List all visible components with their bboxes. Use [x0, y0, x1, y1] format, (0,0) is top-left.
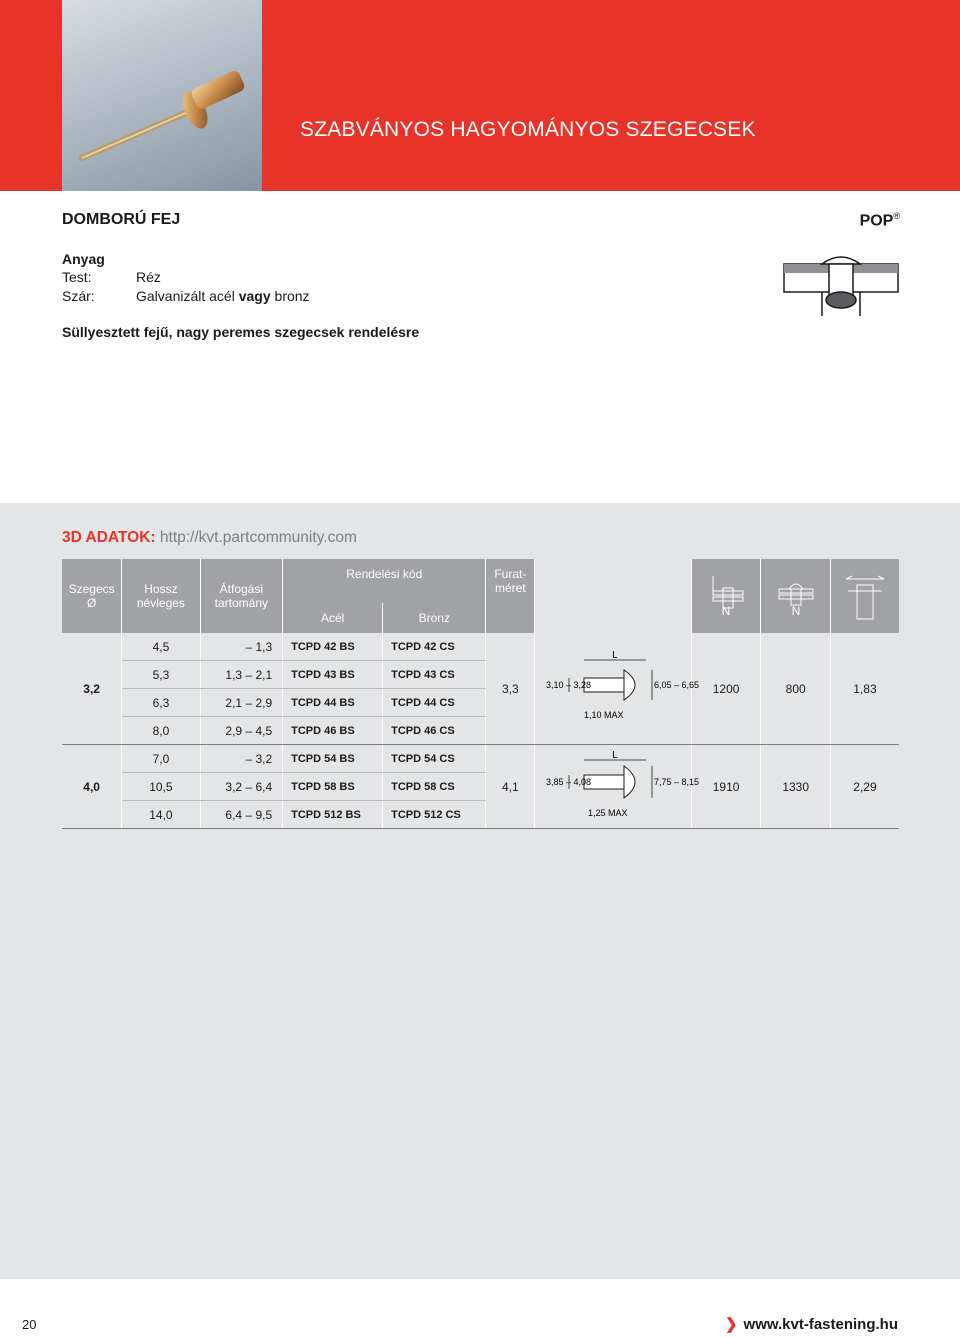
- steel-code-cell: TCPD 54 BS: [283, 745, 383, 773]
- dimension-drawing-cell: [535, 633, 699, 745]
- col-header-tensile: [761, 559, 831, 633]
- col-header-weight: [830, 559, 899, 633]
- steel-code-cell: TCPD 58 BS: [283, 773, 383, 801]
- bronze-code-cell: TCPD 46 CS: [383, 717, 486, 745]
- col-header-shear: [691, 559, 761, 633]
- hole-cell: 4,1: [486, 745, 535, 829]
- shear-cell: 1200: [691, 633, 761, 745]
- grip-cell: 2,1 – 2,9: [200, 689, 283, 717]
- bronze-code-cell: TCPD 512 CS: [383, 801, 486, 829]
- head-diameter: 7,75 – 8,15: [653, 777, 699, 787]
- length-cell: 10,5: [122, 773, 200, 801]
- grip-cell: 3,2 – 6,4: [200, 773, 283, 801]
- order-note: Süllyesztett fejű, nagy peremes szegecsek rendelésre: [62, 324, 420, 340]
- length-symbol: L: [611, 650, 618, 661]
- bronze-code-cell: TCPD 54 CS: [383, 745, 486, 773]
- col-header-bronze: Bronz: [383, 603, 486, 633]
- tensile-strength-icon: [773, 573, 819, 617]
- material-row-shank: [62, 288, 310, 304]
- length-cell: 8,0: [122, 717, 200, 745]
- material-value: Réz: [136, 269, 161, 285]
- col-header-steel: Acél: [283, 603, 383, 633]
- grip-cell: – 1,3: [200, 633, 283, 661]
- svg-text:N: N: [721, 603, 731, 618]
- product-photo: [62, 0, 262, 191]
- bronze-code-cell: TCPD 42 CS: [383, 633, 486, 661]
- shear-strength-icon: [703, 573, 749, 617]
- bronze-code-cell: TCPD 43 CS: [383, 661, 486, 689]
- rivet-weight-icon: [842, 565, 888, 625]
- table-row: [62, 633, 899, 661]
- length-symbol: L: [611, 750, 618, 761]
- bronze-code-cell: TCPD 44 CS: [383, 689, 486, 717]
- footer-url-text[interactable]: www.kvt-fastening.hu: [743, 1316, 898, 1333]
- length-cell: 6,3: [122, 689, 200, 717]
- dimension-drawing-cell: [535, 745, 699, 829]
- tensile-cell: 1330: [761, 745, 831, 829]
- steel-code-cell: TCPD 42 BS: [283, 633, 383, 661]
- rivet-section-diagram: [782, 254, 900, 318]
- col-header-grip: Átfogási tartomány: [200, 559, 283, 633]
- footer-link[interactable]: [725, 1315, 898, 1333]
- material-value-post: bronz: [270, 288, 310, 304]
- material-value-pre: Galvanizált acél: [136, 288, 239, 304]
- steel-code-cell: TCPD 44 BS: [283, 689, 383, 717]
- shank-diameter: 3,85 – 4,08: [545, 777, 591, 787]
- grip-cell: 2,9 – 4,5: [200, 717, 283, 745]
- rivet-dimension-drawing: [542, 750, 699, 820]
- length-cell: 5,3: [122, 661, 200, 689]
- grip-cell: 6,4 – 9,5: [200, 801, 283, 829]
- material-value-bold: vagy: [238, 288, 271, 304]
- spec-table: [62, 559, 899, 829]
- chevron-right-icon: ❯: [724, 1316, 738, 1333]
- length-cell: 7,0: [122, 745, 200, 773]
- col-header-order-code: Rendelési kód: [283, 559, 486, 603]
- tensile-cell: 800: [761, 633, 831, 745]
- weight-cell: 2,29: [830, 745, 899, 829]
- data3d-link[interactable]: http://kvt.partcommunity.com: [159, 529, 357, 546]
- shear-cell: 1910: [691, 745, 761, 829]
- bronze-code-cell: TCPD 58 CS: [383, 773, 486, 801]
- page-title: SZABVÁNYOS HAGYOMÁNYOS SZEGECSEK: [300, 118, 756, 141]
- hole-cell: 3,3: [486, 633, 535, 745]
- rivet-photo-image: [62, 0, 262, 191]
- data3d-label: 3D ADATOK:: [62, 529, 156, 546]
- shank-diameter: 3,10 – 3,28: [545, 680, 591, 690]
- diameter-cell: 3,2: [62, 633, 122, 745]
- material-key: Test:: [62, 269, 92, 285]
- head-height: 1,25 MAX: [587, 808, 628, 818]
- steel-code-cell: TCPD 46 BS: [283, 717, 383, 745]
- material-row-body: [62, 269, 161, 285]
- head-diameter: 6,05 – 6,65: [653, 680, 699, 690]
- brand-label: [860, 211, 900, 230]
- material-key: Szár:: [62, 288, 95, 304]
- col-header-length: Hossz névleges: [122, 559, 200, 633]
- col-header-dimensions: [535, 559, 692, 633]
- length-cell: 14,0: [122, 801, 200, 829]
- grip-cell: 1,3 – 2,1: [200, 661, 283, 689]
- data3d-line: [62, 529, 357, 547]
- steel-code-cell: TCPD 43 BS: [283, 661, 383, 689]
- brand-name: POP: [859, 212, 894, 230]
- head-height: 1,10 MAX: [583, 710, 624, 720]
- svg-text:N: N: [791, 603, 801, 618]
- page-number: 20: [22, 1317, 37, 1332]
- diameter-cell: 4,0: [62, 745, 122, 829]
- registered-mark: ®: [893, 211, 900, 221]
- length-cell: 4,5: [122, 633, 200, 661]
- section-title: DOMBORÚ FEJ: [62, 211, 181, 228]
- rivet-dimension-drawing: [542, 650, 699, 722]
- table-row: [62, 745, 899, 773]
- grip-cell: – 3,2: [200, 745, 283, 773]
- col-header-hole: Furat- méret: [486, 559, 535, 633]
- weight-cell: 1,83: [830, 633, 899, 745]
- steel-code-cell: TCPD 512 BS: [283, 801, 383, 829]
- col-header-diameter: Szegecs Ø: [62, 559, 122, 633]
- material-heading: Anyag: [62, 251, 105, 267]
